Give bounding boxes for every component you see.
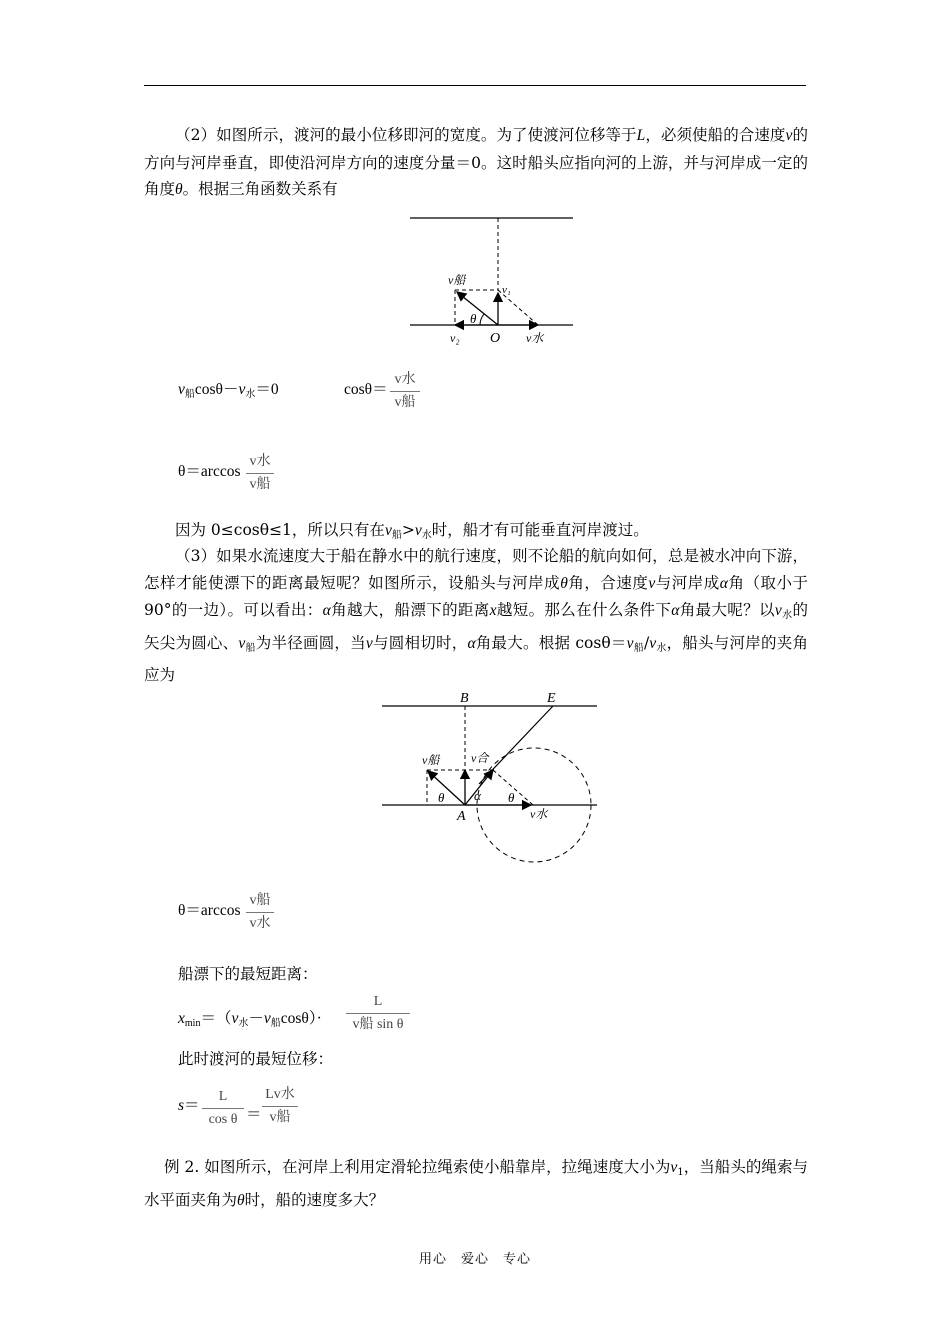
equation-2-lhs: θ＝arccos bbox=[178, 463, 241, 480]
figure-perpendicular-crossing bbox=[400, 210, 590, 350]
equation-5-fraction-1: L cos θ bbox=[202, 1088, 244, 1129]
figure-minimum-drift bbox=[375, 688, 615, 868]
v-boat-arrow bbox=[428, 771, 465, 805]
equation-1: $v_船\cos\theta-v_水=0$ bbox=[178, 381, 279, 400]
label-theta-2: θ bbox=[508, 790, 515, 805]
theta-arc bbox=[480, 314, 484, 325]
label-O: O bbox=[490, 331, 501, 346]
label-theta: θ bbox=[470, 311, 477, 326]
label-v-water: v水 bbox=[530, 807, 548, 821]
label-v-boat: v船 bbox=[422, 753, 440, 767]
label-v1: v₁ bbox=[502, 284, 511, 296]
equation-3-lhs: θ＝arccos bbox=[178, 902, 241, 919]
equation-5-fraction-2: Lv水 v船 bbox=[262, 1086, 298, 1127]
label-min-displacement: 此时渡河的最短位移： bbox=[178, 1050, 334, 1068]
paragraph-2: （2）如图所示，渡河的最小位移即河的宽度。为了使渡河位移等于L，必须使船的合速度v的方向与河岸垂直，即使沿河岸方向的速度分量＝0。这时船头应指向河的上游，并与河岸成一定的角度θ。根据三角函数关系有 bbox=[144, 126, 808, 198]
label-alpha: α bbox=[474, 788, 481, 803]
paragraph-3: （3）如果水流速度大于船在静水中的航行速度，则不论船的航向如何，总是被水冲向下游，怎样才能使漂下的距离最短呢？如图所示，设船头与河岸成θ角，合速度v与河岸成α角（取小于 90°的一边）。可以看出：α角越大，船漂下的距离x越短。那么在什么条件下α角最大呢？以$v_水$的矢尖为圆心、$v_船$为半径画圆，当v与圆相切时，α角最大。根据 $\cos\theta=v_船/v_水$，船头与河岸的夹角应为 bbox=[144, 547, 808, 684]
AE-line bbox=[479, 706, 553, 784]
equation-4-fraction: L v船 sin θ bbox=[346, 993, 410, 1034]
header-rule bbox=[144, 85, 806, 86]
label-E: E bbox=[547, 691, 556, 706]
label-v-water: v水 bbox=[526, 331, 544, 345]
equation-1b-fraction: v水 v船 bbox=[390, 371, 420, 412]
equation-2-fraction: v水 v船 bbox=[246, 453, 274, 494]
equation-4: $x_{min}=(v_水-v_船\cos\theta)\cdot$ bbox=[178, 1010, 322, 1029]
label-v2: v₂ bbox=[450, 331, 460, 345]
label-min-drift: 船漂下的最短距离： bbox=[178, 965, 318, 983]
page-footer: 用心 爱心 专心 bbox=[418, 1252, 531, 1267]
paragraph-because: 因为 0≤cosθ≤1，所以只有在$v_船>v_水$时，船才有可能垂直河岸渡过。 bbox=[175, 521, 649, 541]
label-theta-1: θ bbox=[438, 790, 445, 805]
label-v-boat: v船 bbox=[448, 273, 466, 287]
equation-5-equals: ＝ bbox=[246, 1106, 262, 1123]
equation-5-lhs: s＝ bbox=[178, 1097, 200, 1114]
equation-1b-lhs: cosθ＝ bbox=[344, 381, 388, 398]
equation-3-fraction: v船 v水 bbox=[246, 892, 274, 933]
label-B: B bbox=[460, 691, 469, 706]
label-v-he: v合 bbox=[471, 751, 489, 765]
label-A: A bbox=[457, 809, 466, 824]
v-boat-arrow bbox=[457, 292, 498, 325]
example-2: 例 2. 如图所示，在河岸上利用定滑轮拉绳索使小船靠岸，拉绳速度大小为$v_1$，当船头的绳索与水平面夹角为θ时，船的速度多大？ bbox=[144, 1158, 808, 1209]
